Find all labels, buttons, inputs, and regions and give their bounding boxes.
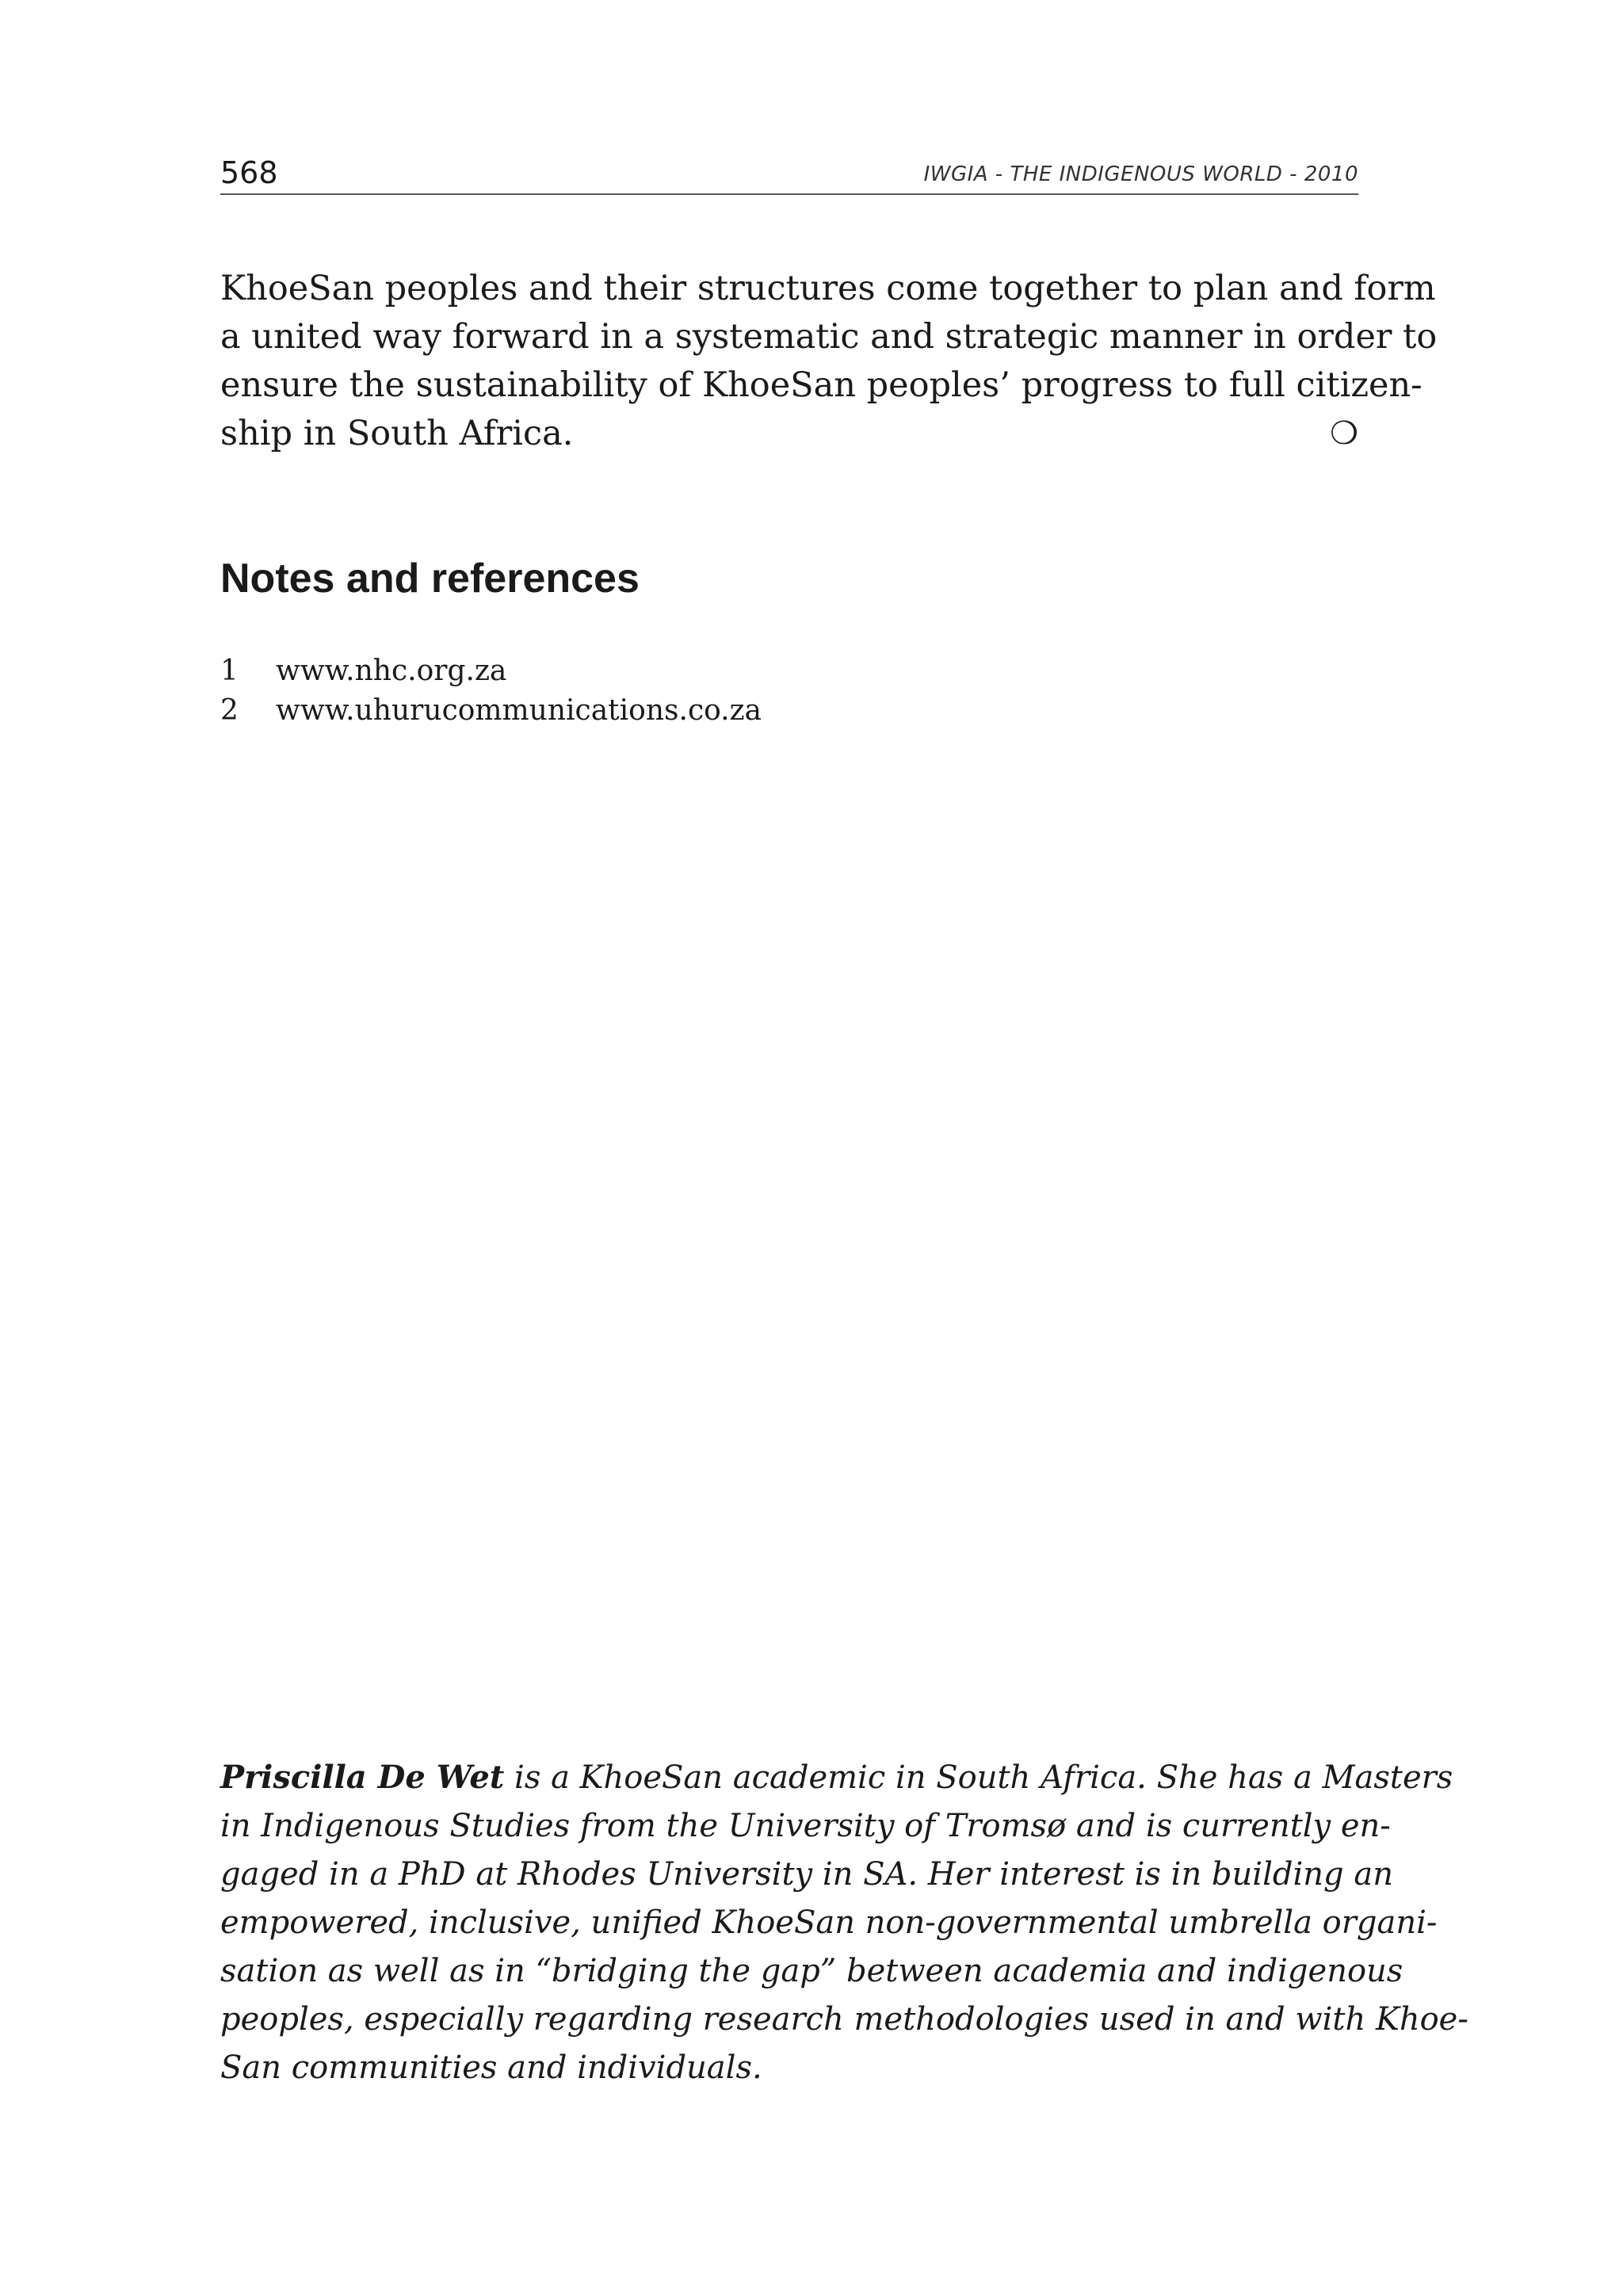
bio-line: gaged in a PhD at Rhodes University in SA. Her interest is in building an: [220, 1856, 1393, 1893]
body-line-text: ship in South Africa.: [220, 414, 574, 453]
bio-line-text: is a KhoeSan academic in South Africa. She has a Masters: [504, 1759, 1453, 1796]
note-link[interactable]: www.uhurucommunications.co.za: [276, 694, 762, 727]
body-line-last: [220, 410, 1358, 458]
body-paragraph: [220, 265, 1438, 458]
bio-line: empowered, inclusive, unified KhoeSan non-governmental umbrella organi-: [220, 1904, 1438, 1941]
bio-line: in Indigenous Studies from the University of Tromsø and is currently en-: [220, 1808, 1391, 1844]
author-bio: [220, 1753, 1468, 2092]
body-line: KhoeSan peoples and their structures come together to plan and form: [220, 269, 1436, 308]
notes-list: [220, 651, 762, 731]
notes-heading: Notes and references: [220, 556, 640, 602]
note-number: 2: [220, 694, 239, 727]
note-item: [220, 691, 762, 731]
author-name: Priscilla De Wet: [220, 1759, 505, 1796]
end-of-article-icon: ❍: [1330, 415, 1358, 452]
note-link[interactable]: www.nhc.org.za: [276, 655, 507, 687]
page-header: [220, 152, 1358, 195]
body-line: a united way forward in a systematic and strategic manner in order to: [220, 317, 1438, 357]
note-number: 1: [220, 655, 239, 687]
note-item: [220, 651, 762, 691]
page-number: 568: [220, 155, 278, 190]
running-head: IWGIA - THE INDIGENOUS WORLD - 2010: [923, 162, 1358, 186]
bio-line: [220, 1753, 1453, 1802]
body-line: ensure the sustainability of KhoeSan peoples’ progress to full citizen-: [220, 365, 1423, 405]
bio-line: San communities and individuals.: [220, 2050, 762, 2086]
bio-line: sation as well as in “bridging the gap” between academia and indigenous: [220, 1953, 1403, 1989]
bio-line: peoples, especially regarding research methodologies used in and with Khoe-: [220, 2001, 1468, 2038]
